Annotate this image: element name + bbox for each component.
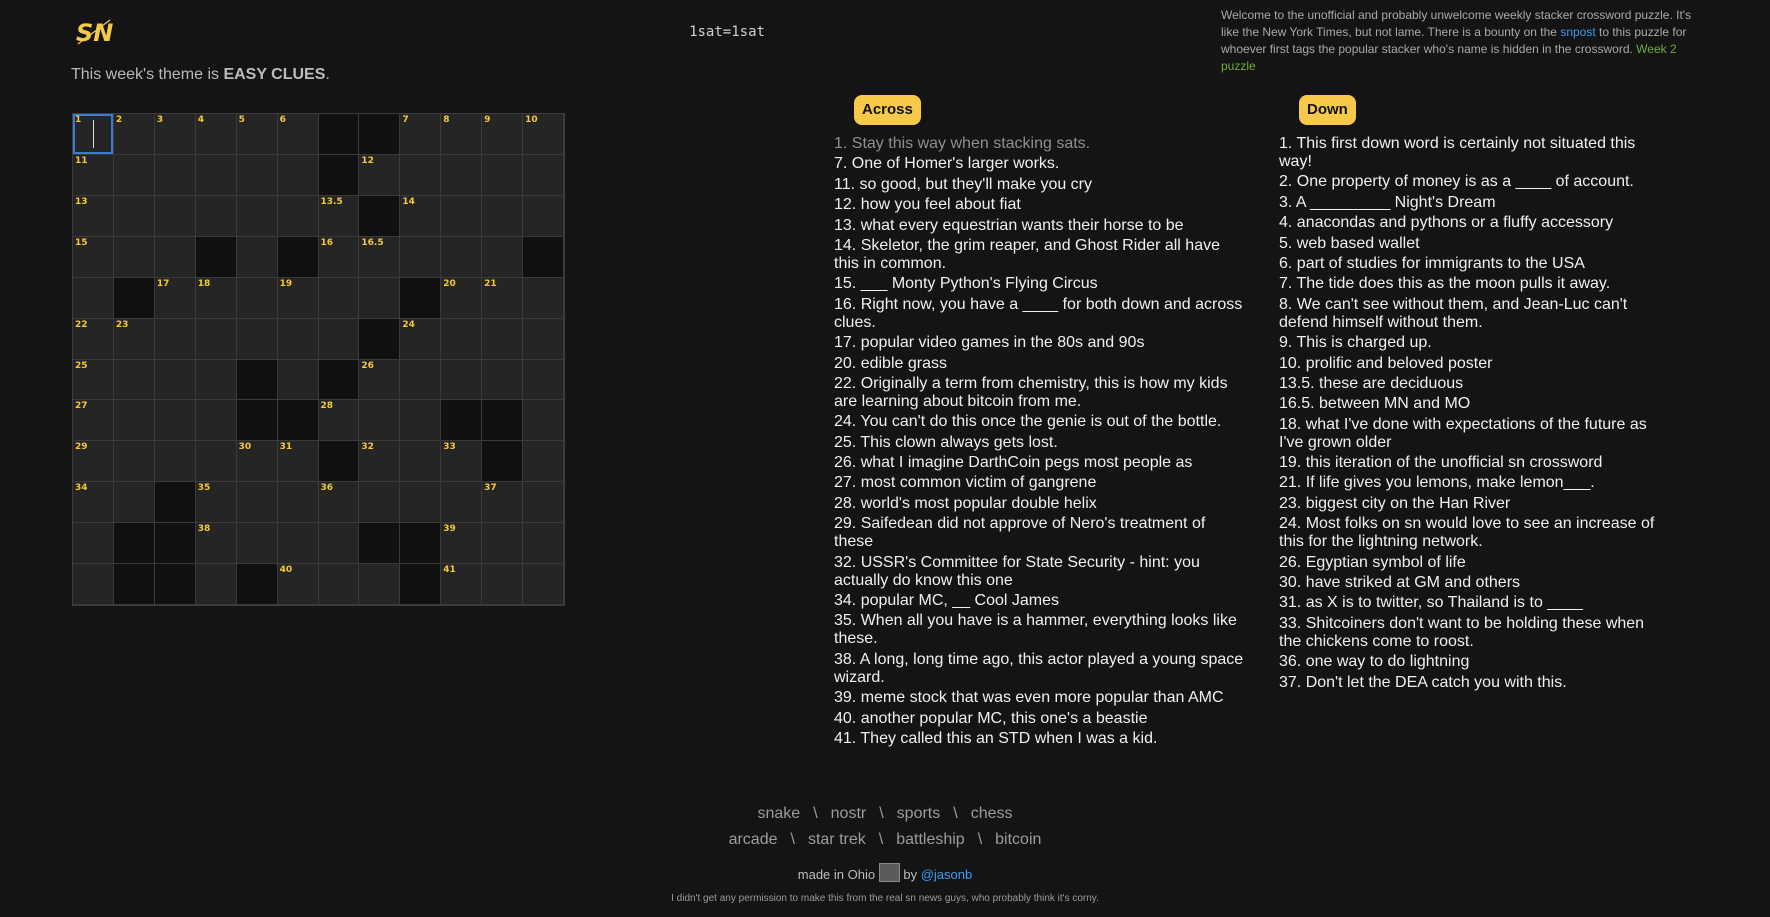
down-clue[interactable]: 33. Shitcoiners don't want to be holding these when the chickens come to roost. [1279, 614, 1645, 650]
grid-cell[interactable] [73, 278, 114, 319]
cell-number: 13 [75, 196, 88, 207]
cell-number: 30 [238, 442, 252, 453]
grid-cell[interactable] [523, 523, 564, 564]
grid-cell[interactable] [114, 482, 155, 523]
down-clue[interactable]: 21. If life gives you lemons, make lemon___. [1279, 474, 1595, 492]
grid-cell[interactable] [523, 319, 564, 360]
grid-cell[interactable] [523, 400, 564, 441]
link-separator: \ [953, 805, 958, 822]
down-clue[interactable]: 16.5. between MN and MO [1279, 395, 1471, 413]
black-cell [278, 400, 319, 441]
footer-link-battleship[interactable]: battleship [896, 831, 965, 848]
black-cell [359, 523, 400, 564]
grid-cell[interactable] [278, 196, 319, 237]
grid-cell[interactable] [196, 196, 237, 237]
down-clue[interactable]: 30. have striked at GM and others [1279, 574, 1521, 592]
grid-cell[interactable] [278, 441, 319, 482]
grid-cell[interactable] [237, 441, 278, 482]
grid-cell[interactable] [400, 114, 441, 155]
grid-cell[interactable] [278, 278, 319, 319]
grid-cell[interactable] [237, 278, 278, 319]
black-cell [482, 441, 523, 482]
across-clue[interactable]: 34. popular MC, __ Cool James [834, 592, 1059, 610]
cell-number: 41 [443, 565, 456, 576]
theme-name: EASY CLUES [223, 66, 326, 83]
grid-cell[interactable] [359, 564, 400, 605]
black-cell [155, 564, 196, 605]
cell-number: 2 [115, 115, 123, 125]
across-clue[interactable]: 41. They called this an STD when I was a kid. [834, 729, 1158, 747]
cell-number: 16 [320, 237, 334, 248]
grid-cell[interactable] [482, 155, 523, 196]
grid-cell[interactable] [73, 441, 114, 482]
across-clue[interactable]: 16. Right now, you have a ____ for both down and across clues. [834, 295, 1243, 331]
cell-number: 25 [75, 360, 88, 371]
link-separator: \ [878, 831, 884, 848]
grid-cell[interactable] [278, 155, 319, 196]
black-cell [400, 523, 441, 564]
grid-cell[interactable] [278, 319, 319, 360]
cell-number: 35 [197, 483, 211, 494]
across-clue[interactable]: 12. how you feel about fiat [834, 196, 1021, 214]
grid-cell[interactable] [155, 237, 196, 278]
grid-cell[interactable] [237, 114, 278, 155]
sn-logo[interactable] [72, 14, 116, 50]
black-cell [523, 237, 564, 278]
black-cell [114, 523, 155, 564]
link-separator: \ [813, 805, 818, 822]
across-clue[interactable]: 22. Originally a term from chemistry, this is how my kids are learning about bitcoin from me. [834, 374, 1228, 410]
black-cell [278, 237, 319, 278]
footer-link-nostr[interactable]: nostr [830, 805, 867, 822]
cell-number: 7 [402, 115, 409, 125]
intro-part1: Welcome to the unofficial and probably unwelcome weekly stacker crossword puzzle. It's like the New York Times, but not lame. There is a bounty on the [1221, 8, 1692, 39]
down-clue[interactable]: 37. Don't let the DEA catch you with this. [1279, 673, 1567, 691]
grid-cell[interactable] [114, 400, 155, 441]
intro-part2: to this puzzle for whoever first tags the popular stacker who's name is hidden in the crossword. [1221, 25, 1687, 56]
black-cell [155, 482, 196, 523]
grid-cell[interactable] [237, 196, 278, 237]
down-clue-list [1279, 135, 1664, 694]
grid-cell[interactable] [523, 114, 564, 155]
theme-suffix: . [325, 66, 330, 83]
grid-cell[interactable] [400, 400, 441, 441]
black-cell [441, 400, 482, 441]
grid-cell[interactable] [441, 360, 482, 401]
link-separator: \ [879, 805, 884, 822]
cell-number: 27 [75, 401, 88, 412]
down-clue[interactable]: 5. web based wallet [1279, 234, 1420, 252]
grid-cell[interactable] [196, 319, 237, 360]
black-cell [400, 564, 441, 605]
down-clue[interactable]: 23. biggest city on the Han River [1279, 494, 1511, 512]
grid-cell[interactable] [441, 196, 482, 237]
down-clue[interactable]: 19. this iteration of the unofficial sn crossword [1279, 454, 1603, 472]
black-cell [359, 114, 400, 155]
grid-cell[interactable] [237, 155, 278, 196]
cell-number: 23 [115, 319, 129, 330]
grid-cell[interactable] [523, 360, 564, 401]
cell-number: 22 [75, 319, 88, 330]
grid-cell[interactable] [73, 564, 114, 605]
grid-cell[interactable] [73, 155, 114, 196]
cell-number: 38 [197, 524, 211, 535]
grid-cell[interactable] [482, 319, 523, 360]
cell-number: 14 [402, 196, 415, 207]
grid-cell[interactable] [482, 523, 523, 564]
grid-cell[interactable] [441, 482, 482, 523]
black-cell [359, 319, 400, 360]
tagline: 1sat=1sat [689, 24, 765, 40]
across-clue[interactable]: 38. A long, long time ago, this actor played a young space wizard. [834, 650, 1244, 686]
footer-link-chess[interactable]: chess [970, 805, 1013, 822]
grid-cell[interactable] [196, 564, 237, 605]
grid-cell[interactable] [400, 482, 441, 523]
cell-number: 39 [443, 524, 456, 535]
made-prefix: made in Ohio [797, 867, 876, 882]
crossword-grid [72, 113, 565, 606]
grid-cell[interactable] [400, 237, 441, 278]
cell-number: 8 [443, 115, 450, 125]
grid-cell[interactable] [278, 523, 319, 564]
cell-number: 36 [320, 483, 334, 494]
black-cell [237, 360, 278, 401]
grid-cell[interactable] [441, 523, 482, 564]
cell-number: 3 [156, 115, 164, 125]
intro-text [1221, 7, 1711, 75]
grid-cell[interactable] [237, 523, 278, 564]
cell-number: 29 [75, 442, 88, 453]
footer-link-sports[interactable]: sports [896, 805, 941, 822]
grid-cell[interactable] [482, 278, 523, 319]
grid-cell[interactable] [523, 564, 564, 605]
footer-link-arcade[interactable]: arcade [728, 831, 778, 848]
grid-cell[interactable] [73, 523, 114, 564]
disclaimer: I didn't get any permission to make this from the real sn news guys, who probably think it's corny. [671, 893, 1099, 904]
down-clue[interactable]: 3. A _________ Night's Dream [1279, 193, 1496, 211]
across-clue[interactable]: 17. popular video games in the 80s and 90s [834, 334, 1145, 352]
grid-cell[interactable] [155, 155, 196, 196]
grid-cell[interactable] [482, 360, 523, 401]
grid-cell[interactable] [237, 319, 278, 360]
grid-cell[interactable] [155, 360, 196, 401]
by-text: by [903, 867, 918, 882]
grid-cell[interactable] [73, 360, 114, 401]
across-clue[interactable]: 13. what every equestrian wants their horse to be [834, 216, 1184, 234]
black-cell [114, 278, 155, 319]
grid-cell[interactable] [482, 564, 523, 605]
snpost-link[interactable]: snpost [1560, 25, 1596, 39]
grid-cell[interactable] [319, 400, 360, 441]
black-cell [319, 360, 360, 401]
grid-cell[interactable] [441, 564, 482, 605]
cell-number: 12 [361, 155, 374, 166]
grid-cell[interactable] [196, 441, 237, 482]
grid-cell[interactable] [155, 319, 196, 360]
grid-cell[interactable] [523, 196, 564, 237]
svg-text:SN: SN [76, 19, 114, 47]
black-cell [237, 400, 278, 441]
across-clue[interactable]: 11. so good, but they'll make you cry [834, 175, 1093, 193]
cell-number: 21 [484, 278, 497, 289]
grid-cell[interactable] [359, 400, 400, 441]
ohio-flag-icon [879, 863, 900, 882]
grid-cell[interactable] [73, 114, 114, 155]
across-clue[interactable]: 14. Skeletor, the grim reaper, and Ghost Rider all have this in common. [834, 236, 1220, 272]
grid-cell[interactable] [196, 155, 237, 196]
grid-cell[interactable] [400, 360, 441, 401]
made-in-line [0, 863, 1770, 882]
across-clue[interactable]: 1. Stay this way when stacking sats. [834, 135, 1091, 152]
down-header: Down [1299, 95, 1356, 125]
across-clue[interactable]: 26. what I imagine DarthCoin pegs most people as [834, 454, 1193, 472]
footer-link-snake[interactable]: snake [757, 805, 801, 822]
cell-number: 9 [484, 115, 491, 125]
across-clue[interactable]: 29. Saifedean did not approve of Nero's treatment of these [834, 515, 1206, 551]
grid-cell[interactable] [196, 400, 237, 441]
grid-cell[interactable] [196, 360, 237, 401]
grid-cell[interactable] [319, 482, 360, 523]
cell-number: 40 [279, 565, 293, 576]
cell-number: 18 [197, 278, 211, 289]
sn-logo-icon [72, 14, 116, 50]
cell-number: 34 [75, 483, 88, 494]
down-clue[interactable]: 18. what I've done with expectations of the future as I've grown older [1279, 415, 1647, 451]
grid-cell[interactable] [359, 278, 400, 319]
grid-cell[interactable] [319, 196, 360, 237]
grid-cell[interactable] [114, 155, 155, 196]
cell-number: 24 [402, 319, 415, 330]
grid-cell[interactable] [237, 482, 278, 523]
grid-cell[interactable] [319, 319, 360, 360]
cell-number: 33 [443, 442, 456, 453]
link-separator: \ [977, 831, 983, 848]
grid-cell[interactable] [114, 441, 155, 482]
cell-number: 17 [156, 278, 170, 289]
grid-cell[interactable] [482, 482, 523, 523]
grid-cell[interactable] [400, 319, 441, 360]
grid-cell[interactable] [482, 237, 523, 278]
black-cell [359, 196, 400, 237]
across-clue[interactable]: 24. You can't do this once the genie is out of the bottle. [834, 413, 1222, 431]
grid-cell[interactable] [196, 278, 237, 319]
down-clue[interactable]: 31. as X is to twitter, so Thailand is to ____ [1279, 594, 1583, 612]
grid-cell[interactable] [73, 482, 114, 523]
across-clue[interactable]: 35. When all you have is a hammer, everything looks like these. [834, 612, 1237, 648]
grid-cell[interactable] [523, 441, 564, 482]
footer-link-bitcoin[interactable]: bitcoin [995, 831, 1042, 848]
down-clue[interactable]: 7. The tide does this as the moon pulls it away. [1279, 275, 1611, 293]
grid-cell[interactable] [482, 196, 523, 237]
cell-number: 28 [320, 401, 334, 412]
down-clue[interactable]: 36. one way to do lightning [1279, 653, 1470, 671]
grid-cell[interactable] [359, 482, 400, 523]
grid-cell[interactable] [278, 360, 319, 401]
cell-number: 20 [443, 278, 456, 289]
grid-cell[interactable] [523, 155, 564, 196]
grid-cell[interactable] [441, 155, 482, 196]
footer-link-star-trek[interactable]: star trek [807, 831, 866, 848]
grid-cell[interactable] [400, 196, 441, 237]
footer-links-row1 [0, 805, 1770, 823]
grid-cell[interactable] [155, 400, 196, 441]
grid-cell[interactable] [523, 278, 564, 319]
grid-cell[interactable] [278, 564, 319, 605]
down-clue[interactable]: 4. anacondas and pythons or a fluffy accessory [1279, 214, 1614, 232]
across-clue[interactable]: 15. ___ Monty Python's Flying Circus [834, 275, 1098, 293]
across-clue[interactable]: 7. One of Homer's larger works. [834, 155, 1060, 173]
black-cell [237, 564, 278, 605]
theme-line [71, 66, 330, 84]
grid-cell[interactable] [319, 523, 360, 564]
black-cell [114, 564, 155, 605]
grid-cell[interactable] [196, 482, 237, 523]
down-clue[interactable]: 13.5. these are deciduous [1279, 374, 1464, 392]
across-header: Across [854, 95, 921, 125]
cell-number: 26 [361, 360, 374, 371]
footer-links-row2 [0, 831, 1770, 849]
black-cell [155, 523, 196, 564]
across-clue[interactable]: 32. USSR's Committee for State Security - hint: you actually do know this one [834, 553, 1200, 589]
cell-number: 19 [279, 278, 293, 289]
grid-cell[interactable] [278, 482, 319, 523]
grid-cell[interactable] [155, 196, 196, 237]
black-cell [196, 237, 237, 278]
grid-cell[interactable] [359, 441, 400, 482]
grid-cell[interactable] [359, 155, 400, 196]
grid-cell[interactable] [114, 196, 155, 237]
author-link[interactable]: @jasonb [920, 867, 973, 882]
grid-cell[interactable] [441, 278, 482, 319]
grid-cell[interactable] [155, 441, 196, 482]
grid-cell[interactable] [114, 360, 155, 401]
down-clue[interactable]: 2. One property of money is as a ____ of account. [1279, 173, 1634, 191]
grid-cell[interactable] [523, 482, 564, 523]
cell-number: 37 [484, 483, 497, 494]
cell-number: 31 [279, 442, 293, 453]
across-clue[interactable]: 27. most common victim of gangrene [834, 474, 1097, 492]
cell-number: 15 [75, 237, 88, 248]
grid-cell[interactable] [73, 196, 114, 237]
grid-cell[interactable] [441, 319, 482, 360]
down-clue[interactable]: 26. Egyptian symbol of life [1279, 553, 1466, 571]
grid-cell[interactable] [441, 237, 482, 278]
grid-cell[interactable] [155, 114, 196, 155]
grid-cell[interactable] [155, 278, 196, 319]
grid-cell[interactable] [441, 114, 482, 155]
grid-cell[interactable] [196, 523, 237, 564]
across-clue[interactable]: 28. world's most popular double helix [834, 494, 1097, 512]
grid-cell[interactable] [441, 441, 482, 482]
black-cell [400, 278, 441, 319]
black-cell [319, 441, 360, 482]
down-clue[interactable]: 1. This first down word is certainly not situated this way! [1279, 135, 1636, 170]
black-cell [319, 155, 360, 196]
grid-cell[interactable] [482, 114, 523, 155]
cell-number: 4 [197, 115, 205, 125]
cell-number: 5 [238, 115, 245, 125]
down-clue[interactable]: 8. We can't see without them, and Jean-Luc can't defend himself without them. [1279, 295, 1628, 331]
across-clue[interactable]: 39. meme stock that was even more popular than AMC [834, 689, 1224, 707]
cell-number: 13.5 [320, 196, 343, 207]
cell-number: 6 [279, 115, 286, 125]
grid-cell[interactable] [237, 237, 278, 278]
grid-cell[interactable] [400, 441, 441, 482]
grid-cell[interactable] [114, 237, 155, 278]
black-cell [319, 114, 360, 155]
grid-cell[interactable] [73, 237, 114, 278]
theme-prefix: This week's theme is [71, 66, 224, 83]
down-clue[interactable]: 10. prolific and beloved poster [1279, 354, 1493, 372]
down-clue[interactable]: 9. This is charged up. [1279, 334, 1432, 352]
down-clue[interactable]: 24. Most folks on sn would love to see an increase of this for the lightning network. [1279, 515, 1655, 551]
grid-cell[interactable] [114, 319, 155, 360]
black-cell [482, 400, 523, 441]
grid-cell[interactable] [73, 400, 114, 441]
cell-number: 10 [525, 115, 538, 125]
grid-cell[interactable] [73, 319, 114, 360]
link-separator: \ [790, 831, 795, 848]
across-clue[interactable]: 40. another popular MC, this one's a beastie [834, 709, 1148, 727]
down-clue[interactable]: 6. part of studies for immigrants to the USA [1279, 254, 1585, 272]
cell-number: 1 [75, 115, 82, 125]
grid-cell[interactable] [319, 237, 360, 278]
grid-cell[interactable] [319, 564, 360, 605]
cell-number: 11 [75, 155, 88, 166]
grid-cell[interactable] [196, 114, 237, 155]
grid-cell[interactable] [319, 278, 360, 319]
across-clue[interactable]: 20. edible grass [834, 354, 947, 372]
grid-cell[interactable] [114, 114, 155, 155]
grid-cell[interactable] [278, 114, 319, 155]
across-clue[interactable]: 25. This clown always gets lost. [834, 433, 1058, 451]
week2-puzzle-link[interactable]: Week 2 puzzle [1221, 42, 1677, 73]
grid-cell[interactable] [359, 237, 400, 278]
grid-cell[interactable] [359, 360, 400, 401]
grid-cell[interactable] [400, 155, 441, 196]
across-clue-list [834, 135, 1246, 750]
cell-number: 16.5 [361, 237, 384, 248]
cell-number: 32 [361, 442, 374, 453]
